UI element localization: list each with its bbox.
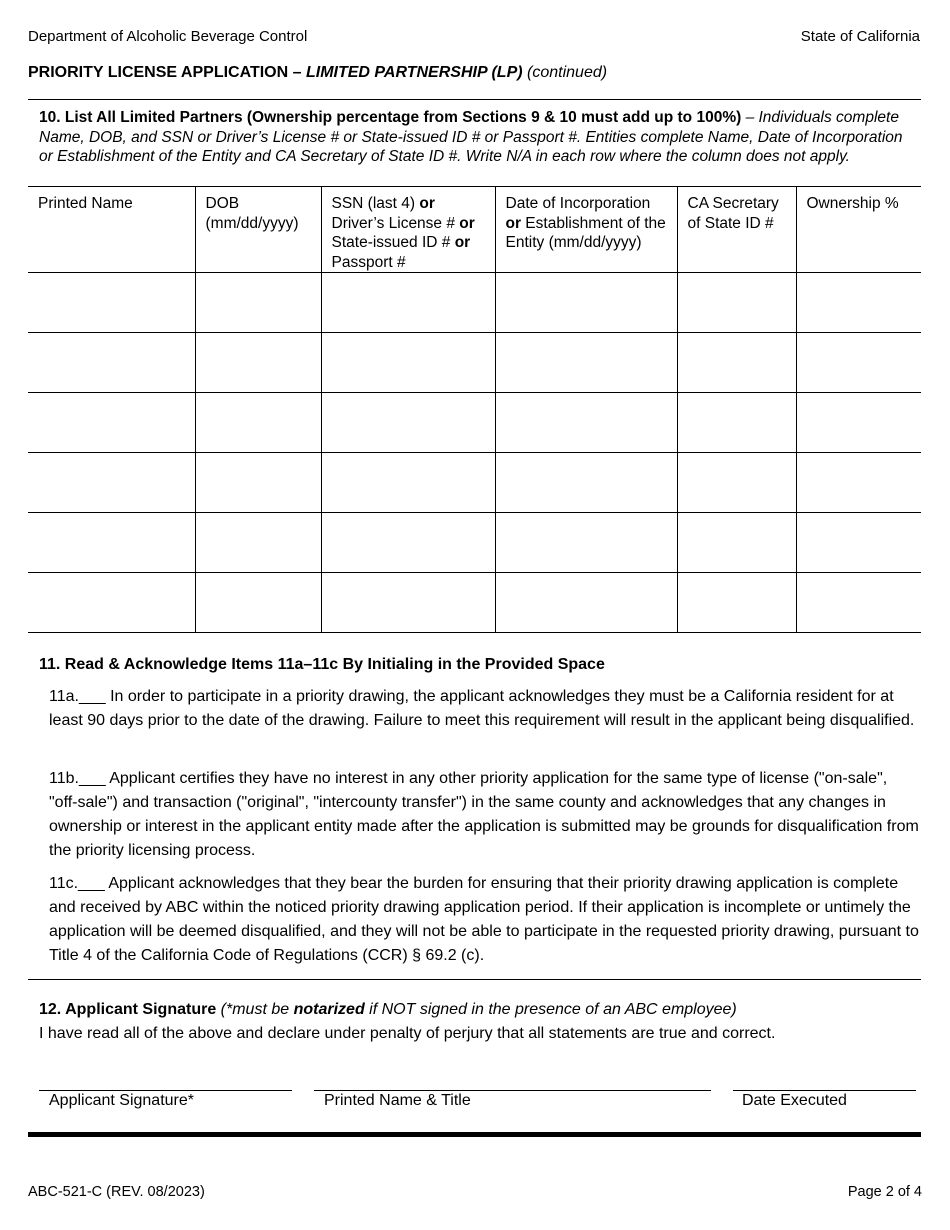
acknowledgement-text-11c: Applicant acknowledges that they bear the burden for ensuring that their priority drawing application is complete and received by ABC within the noticed priority drawing application period. If their application is incomplete or untimely the application will be deemed disqualified, and they will not be able to participate in the requested priority drawing, pursuant to Title 4 of the California Code of Regulations (CCR) § 69.2 (c). (49, 875, 919, 964)
initial-field-11a[interactable]: 11a.___ (49, 688, 106, 705)
page-number: Page 2 of 4 (847, 1184, 922, 1200)
col-printed-name: Printed Name (28, 187, 195, 273)
table-row (28, 573, 921, 633)
table-cell[interactable] (495, 453, 677, 513)
table-cell[interactable] (195, 453, 321, 513)
table-cell[interactable] (495, 333, 677, 393)
col-id-passport: Passport # (331, 253, 406, 271)
table-row (28, 393, 921, 453)
table-cell[interactable] (796, 273, 921, 333)
table-cell[interactable] (195, 393, 321, 453)
col-id-dl: Driver’s License # (331, 214, 460, 232)
printed-name-label: Printed Name & Title (324, 1092, 471, 1109)
col-doi-text-a: Date of Incorporation (505, 195, 651, 212)
table-cell[interactable] (28, 573, 195, 633)
table-cell[interactable] (677, 573, 796, 633)
table-cell[interactable] (28, 273, 195, 333)
section-11-heading: 11. Read & Acknowledge Items 11a–11c By Initialing in the Provided Space (39, 656, 605, 673)
acknowledgement-text-11a: In order to participate in a priority drawing, the applicant acknowledges they must be a California resident for at least 90 days prior to the date of the drawing. Failure to meet this requirement will result in the applicant being disqualified. (49, 688, 915, 729)
title-type: LIMITED PARTNERSHIP (LP) (305, 64, 523, 81)
table-cell[interactable] (796, 573, 921, 633)
table-row (28, 273, 921, 333)
col-id-ssn: SSN (last 4) (331, 195, 420, 212)
table-row (28, 453, 921, 513)
table-cell[interactable] (195, 333, 321, 393)
col-id-or-3: or (454, 234, 471, 251)
table-cell[interactable] (28, 333, 195, 393)
col-id-or-1: or (419, 195, 435, 212)
section-10-heading: 10. List All Limited Partners (Ownership percentage from Sections 9 & 10 must add up to 100%) (39, 109, 742, 126)
acknowledgement-11a (49, 685, 919, 733)
printed-name-line[interactable] (314, 1090, 711, 1091)
footer-divider (28, 1132, 921, 1137)
notarize-note-b: notarized (293, 1001, 365, 1018)
initial-field-11b[interactable]: 11b.___ (49, 770, 106, 787)
section-10 (28, 99, 921, 633)
table-cell[interactable] (195, 273, 321, 333)
table-cell[interactable] (321, 333, 495, 393)
table-cell[interactable] (677, 513, 796, 573)
limited-partners-table (28, 186, 921, 633)
table-cell[interactable] (321, 513, 495, 573)
table-cell[interactable] (495, 393, 677, 453)
signature-line[interactable] (39, 1090, 292, 1091)
table-cell[interactable] (796, 393, 921, 453)
col-id-or-2: or (459, 214, 475, 232)
table-header-row (28, 187, 921, 273)
signature-label: Applicant Signature* (49, 1092, 194, 1109)
table-cell[interactable] (28, 393, 195, 453)
notarize-note (221, 1001, 737, 1018)
table-cell[interactable] (796, 513, 921, 573)
section-12-heading (39, 1001, 737, 1019)
form-number: ABC-521-C (REV. 08/2023) (28, 1184, 205, 1200)
acknowledgement-11c (49, 872, 919, 968)
notarize-note-c: if NOT signed in the presence of an ABC employee) (364, 1001, 737, 1018)
col-doi-or: or (505, 214, 521, 232)
section-10-intro (28, 100, 921, 186)
table-cell[interactable] (796, 333, 921, 393)
table-cell[interactable] (495, 513, 677, 573)
col-ca-sos-id: CA Secretary of State ID # (677, 187, 796, 273)
col-dob: DOB (mm/dd/yyyy) (195, 187, 321, 273)
section-divider (28, 979, 921, 980)
date-label: Date Executed (742, 1092, 847, 1109)
page-title (28, 64, 607, 82)
col-id-state: State-issued ID # (331, 234, 455, 251)
col-doi-text-b: Establishment of the Entity (mm/dd/yyyy) (505, 214, 666, 251)
initial-field-11c[interactable]: 11c.___ (49, 875, 105, 892)
table-cell[interactable] (677, 333, 796, 393)
date-line[interactable] (733, 1090, 916, 1091)
acknowledgement-11b (49, 767, 919, 863)
table-cell[interactable] (28, 453, 195, 513)
table-cell[interactable] (677, 393, 796, 453)
notarize-note-a: (*must be (220, 1001, 294, 1018)
col-ownership: Ownership % (796, 187, 921, 273)
state-name: State of California (800, 28, 920, 45)
table-cell[interactable] (321, 393, 495, 453)
declaration-text: I have read all of the above and declare under penalty of perjury that all statements are true and correct. (39, 1025, 776, 1042)
table-row (28, 333, 921, 393)
title-continued: (continued) (527, 64, 608, 81)
table-row (28, 513, 921, 573)
table-cell[interactable] (195, 513, 321, 573)
table-cell[interactable] (321, 453, 495, 513)
table-cell[interactable] (321, 573, 495, 633)
table-cell[interactable] (796, 453, 921, 513)
table-cell[interactable] (321, 273, 495, 333)
title-main: PRIORITY LICENSE APPLICATION – (28, 64, 306, 81)
table-cell[interactable] (677, 273, 796, 333)
section-12-title: 12. Applicant Signature (39, 1001, 217, 1018)
table-cell[interactable] (495, 573, 677, 633)
table-cell[interactable] (28, 513, 195, 573)
acknowledgement-text-11b: Applicant certifies they have no interest in any other priority application for the same type of license ("on-sale", "off-sale") and transaction ("original", "intercounty transfer") in the same county and acknowledges that any changes in ownership or interest in the applicant entity made after the application is submitted may be grounds for disqualification from the priority licensing process. (49, 770, 919, 859)
col-id-number (321, 187, 495, 273)
table-cell[interactable] (677, 453, 796, 513)
table-cell[interactable] (195, 573, 321, 633)
table-cell[interactable] (495, 273, 677, 333)
col-date-incorporation (495, 187, 677, 273)
department-name: Department of Alcoholic Beverage Control (28, 28, 308, 45)
section-10-instructions: – Individuals complete Name, DOB, and SSN or Driver’s License # or State-issued ID # or Passport #. Entities complete Name, Date of Incorporation or Establishment of the Entity and CA Secretary of State ID #. Write N/A in each row where the column does not apply. (39, 109, 903, 165)
